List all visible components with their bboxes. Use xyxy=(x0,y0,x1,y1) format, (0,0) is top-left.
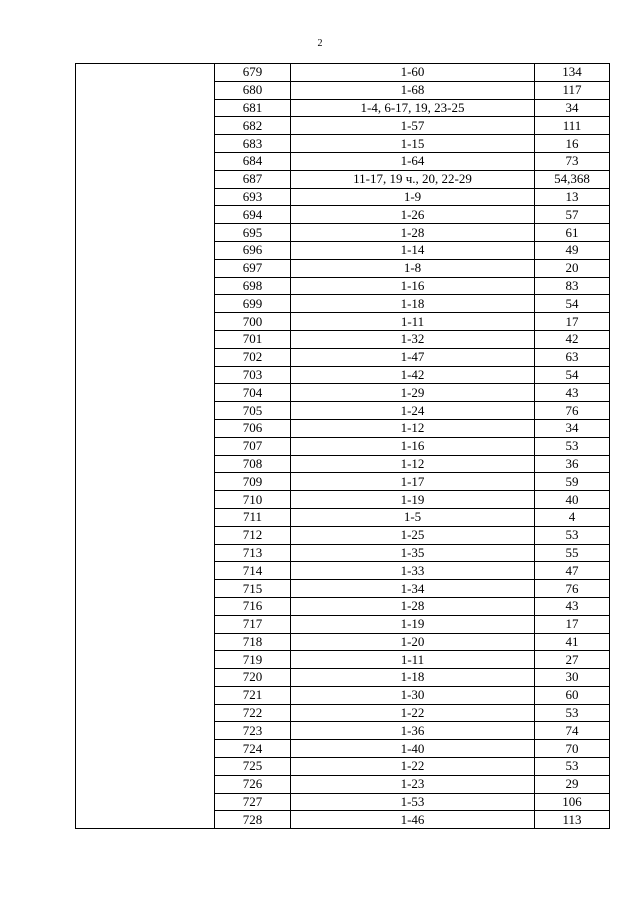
cell-range: 1-57 xyxy=(291,117,535,135)
cell-range: 1-60 xyxy=(291,64,535,82)
cell-range: 1-9 xyxy=(291,188,535,206)
cell-range: 1-47 xyxy=(291,348,535,366)
cell-range: 1-23 xyxy=(291,775,535,793)
cell-count: 61 xyxy=(535,224,610,242)
cell-number: 701 xyxy=(215,330,291,348)
cell-range: 1-24 xyxy=(291,402,535,420)
cell-number: 680 xyxy=(215,81,291,99)
cell-range: 1-36 xyxy=(291,722,535,740)
cell-count: 55 xyxy=(535,544,610,562)
cell-number: 700 xyxy=(215,313,291,331)
cell-range: 1-15 xyxy=(291,135,535,153)
cell-number: 703 xyxy=(215,366,291,384)
cell-number: 726 xyxy=(215,775,291,793)
cell-number: 727 xyxy=(215,793,291,811)
cell-range: 1-16 xyxy=(291,277,535,295)
cell-count: 53 xyxy=(535,437,610,455)
cell-number: 693 xyxy=(215,188,291,206)
cell-number: 708 xyxy=(215,455,291,473)
cell-range: 1-28 xyxy=(291,597,535,615)
cell-range: 1-5 xyxy=(291,508,535,526)
cell-number: 723 xyxy=(215,722,291,740)
cell-number: 709 xyxy=(215,473,291,491)
cell-count: 16 xyxy=(535,135,610,153)
cell-count: 4 xyxy=(535,508,610,526)
cell-range: 1-53 xyxy=(291,793,535,811)
cell-range: 1-8 xyxy=(291,259,535,277)
cell-range: 1-42 xyxy=(291,366,535,384)
cell-count: 17 xyxy=(535,313,610,331)
cell-number: 682 xyxy=(215,117,291,135)
cell-range: 1-19 xyxy=(291,615,535,633)
cell-count: 83 xyxy=(535,277,610,295)
cell-number: 712 xyxy=(215,526,291,544)
cell-count: 17 xyxy=(535,615,610,633)
cell-count: 54 xyxy=(535,295,610,313)
cell-number: 714 xyxy=(215,562,291,580)
table-row xyxy=(76,64,610,82)
cell-number: 717 xyxy=(215,615,291,633)
cell-number: 706 xyxy=(215,419,291,437)
cell-count: 43 xyxy=(535,384,610,402)
cell-number: 679 xyxy=(215,64,291,82)
cell-range: 1-32 xyxy=(291,330,535,348)
cell-range: 1-33 xyxy=(291,562,535,580)
cell-count: 34 xyxy=(535,99,610,117)
cell-count: 73 xyxy=(535,152,610,170)
cell-number: 721 xyxy=(215,686,291,704)
cell-range: 1-22 xyxy=(291,758,535,776)
cell-range: 1-46 xyxy=(291,811,535,829)
cell-count: 76 xyxy=(535,402,610,420)
cell-number: 715 xyxy=(215,580,291,598)
cell-number: 724 xyxy=(215,740,291,758)
cell-count: 74 xyxy=(535,722,610,740)
cell-count: 20 xyxy=(535,259,610,277)
cell-range: 1-16 xyxy=(291,437,535,455)
cell-count: 49 xyxy=(535,241,610,259)
cell-number: 702 xyxy=(215,348,291,366)
cell-count: 53 xyxy=(535,758,610,776)
cell-number: 705 xyxy=(215,402,291,420)
cell-number: 707 xyxy=(215,437,291,455)
cell-count: 113 xyxy=(535,811,610,829)
cell-number: 720 xyxy=(215,669,291,687)
cell-number: 694 xyxy=(215,206,291,224)
cell-range: 1-11 xyxy=(291,651,535,669)
cell-number: 683 xyxy=(215,135,291,153)
cell-range: 1-14 xyxy=(291,241,535,259)
cell-range: 1-29 xyxy=(291,384,535,402)
page-number: 2 xyxy=(317,38,323,49)
cell-count: 134 xyxy=(535,64,610,82)
cell-count: 34 xyxy=(535,419,610,437)
cell-number: 722 xyxy=(215,704,291,722)
cell-range: 1-40 xyxy=(291,740,535,758)
cell-count: 106 xyxy=(535,793,610,811)
data-table xyxy=(75,63,610,829)
cell-number: 716 xyxy=(215,597,291,615)
cell-range: 1-12 xyxy=(291,455,535,473)
cell-range: 1-28 xyxy=(291,224,535,242)
cell-count: 117 xyxy=(535,81,610,99)
cell-number: 698 xyxy=(215,277,291,295)
cell-count: 42 xyxy=(535,330,610,348)
empty-first-column-cell xyxy=(76,64,215,829)
cell-count: 43 xyxy=(535,597,610,615)
cell-number: 684 xyxy=(215,152,291,170)
cell-count: 13 xyxy=(535,188,610,206)
cell-number: 699 xyxy=(215,295,291,313)
cell-count: 111 xyxy=(535,117,610,135)
cell-number: 719 xyxy=(215,651,291,669)
cell-range: 1-19 xyxy=(291,491,535,509)
cell-count: 41 xyxy=(535,633,610,651)
cell-count: 40 xyxy=(535,491,610,509)
cell-range: 1-20 xyxy=(291,633,535,651)
cell-number: 681 xyxy=(215,99,291,117)
cell-count: 36 xyxy=(535,455,610,473)
cell-range: 1-12 xyxy=(291,419,535,437)
cell-count: 60 xyxy=(535,686,610,704)
cell-range: 1-35 xyxy=(291,544,535,562)
cell-number: 704 xyxy=(215,384,291,402)
cell-number: 725 xyxy=(215,758,291,776)
cell-range: 1-25 xyxy=(291,526,535,544)
cell-number: 728 xyxy=(215,811,291,829)
cell-range: 1-11 xyxy=(291,313,535,331)
cell-count: 70 xyxy=(535,740,610,758)
cell-count: 29 xyxy=(535,775,610,793)
cell-range: 1-64 xyxy=(291,152,535,170)
cell-number: 713 xyxy=(215,544,291,562)
cell-range: 1-26 xyxy=(291,206,535,224)
cell-count: 54,368 xyxy=(535,170,610,188)
table-body xyxy=(76,64,610,829)
cell-range: 1-34 xyxy=(291,580,535,598)
cell-number: 687 xyxy=(215,170,291,188)
cell-number: 718 xyxy=(215,633,291,651)
cell-range: 1-18 xyxy=(291,295,535,313)
cell-count: 76 xyxy=(535,580,610,598)
cell-range: 1-22 xyxy=(291,704,535,722)
cell-number: 711 xyxy=(215,508,291,526)
cell-range: 1-4, 6-17, 19, 23-25 xyxy=(291,99,535,117)
cell-range: 1-18 xyxy=(291,669,535,687)
cell-count: 54 xyxy=(535,366,610,384)
cell-count: 27 xyxy=(535,651,610,669)
cell-number: 695 xyxy=(215,224,291,242)
cell-count: 47 xyxy=(535,562,610,580)
cell-number: 710 xyxy=(215,491,291,509)
cell-count: 63 xyxy=(535,348,610,366)
cell-count: 59 xyxy=(535,473,610,491)
cell-count: 53 xyxy=(535,704,610,722)
cell-range: 1-68 xyxy=(291,81,535,99)
cell-number: 696 xyxy=(215,241,291,259)
cell-count: 30 xyxy=(535,669,610,687)
cell-count: 53 xyxy=(535,526,610,544)
cell-count: 57 xyxy=(535,206,610,224)
cell-range: 1-17 xyxy=(291,473,535,491)
cell-range: 11-17, 19 ч., 20, 22-29 xyxy=(291,170,535,188)
cell-range: 1-30 xyxy=(291,686,535,704)
cell-number: 697 xyxy=(215,259,291,277)
